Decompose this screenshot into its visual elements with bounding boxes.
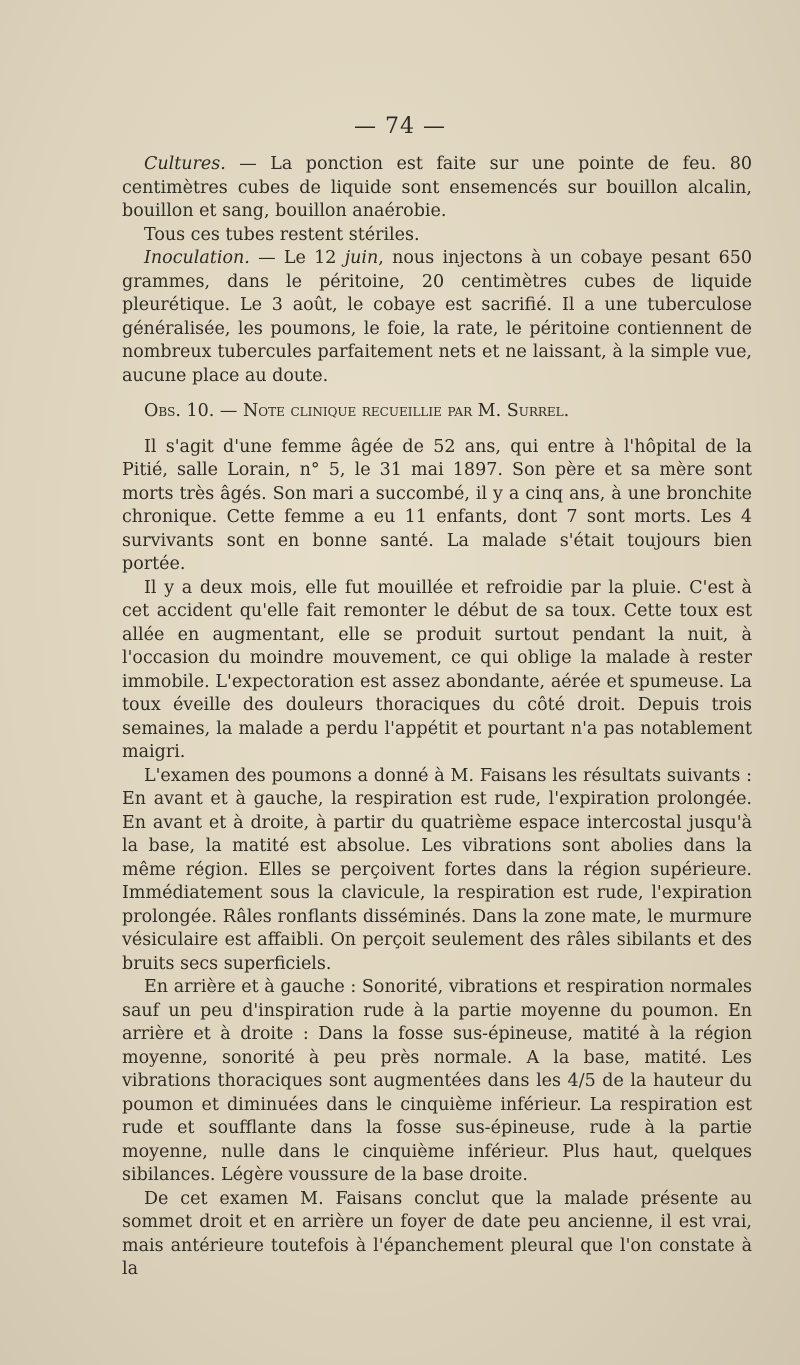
paragraph-exam-front: L'examen des poumons a donné à M. Faisans les résultats suivants : En avant et à gauche, la respiration est rude, l'expiration prolongée. En avant et à droite, à partir du quatrième espace intercostal jusqu'à la base, la matité est absolue. Les vibrations sont abolies dans la même région. Elles se perçoivent fortes dans la région supérieure. Immédiatement sous la clavicule, la respiration est rude, l'expiration prolongée. Râles ronflants disséminés. Dans la zone mate, le murmure vésiculaire est affaibli. On perçoit seulement des râles sibilants et des bruits secs superficiels. [122, 765, 752, 974]
cultures-paragraph [122, 153, 752, 224]
observation-author: Surrel. [506, 401, 570, 421]
inoculation-text-a: — Le 12 [249, 248, 345, 268]
paragraph-onset: Il y a deux mois, elle fut mouillée et refroidie par la pluie. C'est à cet accident qu'elle fait remonter le début de sa toux. Cette toux est allée en augmentant, elle se produit surtout pendant la nuit, à l'occasion du moindre mouvement, ce qui oblige la malade à rester immobile. L'expectoration est assez abondante, aérée et spumeuse. La toux éveille des douleurs thoraciques du côté droit. Depuis trois semaines, la malade a perdu l'appétit et pourtant n'a pas notablement maigri. [122, 577, 752, 762]
inoculation-label: Inoculation. [144, 248, 250, 268]
inoculation-paragraph [122, 247, 752, 388]
sterile-paragraph: Tous ces tubes restent stériles. [144, 224, 420, 245]
paragraph-conclusion: De cet examen M. Faisans conclut que la malade présente au sommet droit et en arrière un foyer de date peu ancienne, il est vrai, mais antérieure toutefois à l'épanchement pleural que l'on constate à la [122, 1188, 752, 1279]
cultures-text: — La ponction est faite sur une pointe de feu. 80 centimètres cubes de liquide sont ensemencés sur bouillon alcalin, bouillon et sang, bouillon anaérobie. [122, 154, 752, 221]
observation-heading [122, 400, 752, 424]
paragraph-exam-back: En arrière et à gauche : Sonorité, vibrations et respiration normales sauf un peu d'inspiration rude à la partie moyenne du poumon. En arrière et à droite : Dans la fosse sus-épineuse, matité à la région moyenne, sonorité à peu près normale. A la base, matité. Les vibrations thoraciques sont augmentées dans les 4/5 de la hauteur du poumon et diminuées dans le cinquième inférieur. La respiration est rude et soufflante dans la fosse sus-épineuse, rude à la partie moyenne, nulle dans le cinquième inférieur. Plus haut, quelques sibilances. Légère voussure de la base droite. [122, 977, 752, 1185]
paragraph-history: Il s'agit d'une femme âgée de 52 ans, qui entre à l'hôpital de la Pitié, salle Lorain, n° 5, le 31 mai 1897. Son père et sa mère sont morts très âgés. Son mari a succombé, il y a cinq ans, à une bronchite chronique. Cette femme a eu 11 enfants, dont 7 sont morts. Les 4 survivants sont en bonne santé. La malade s'était toujours bien portée. [122, 436, 752, 574]
body-text [122, 153, 752, 1282]
inoculation-text-b: , nous injectons à un cobaye pesant 650 grammes, dans le péritoine, 20 centimètres cubes de liquide pleurétique. Le 3 août, le cobaye est sacrifié. Il a une tuberculose généralisée, les poumons, le foie, la rate, le péritoine contiennent de nombreux tubercules parfaitement nets et ne laissant, à la simple vue, aucune place au doute. [122, 248, 753, 386]
page-number: — 74 — [354, 114, 446, 139]
observation-title: Obs. 10. — Note clinique recueillie par M. [144, 401, 507, 421]
cultures-label: Cultures. [144, 154, 226, 174]
inoculation-date: juin [344, 248, 379, 268]
